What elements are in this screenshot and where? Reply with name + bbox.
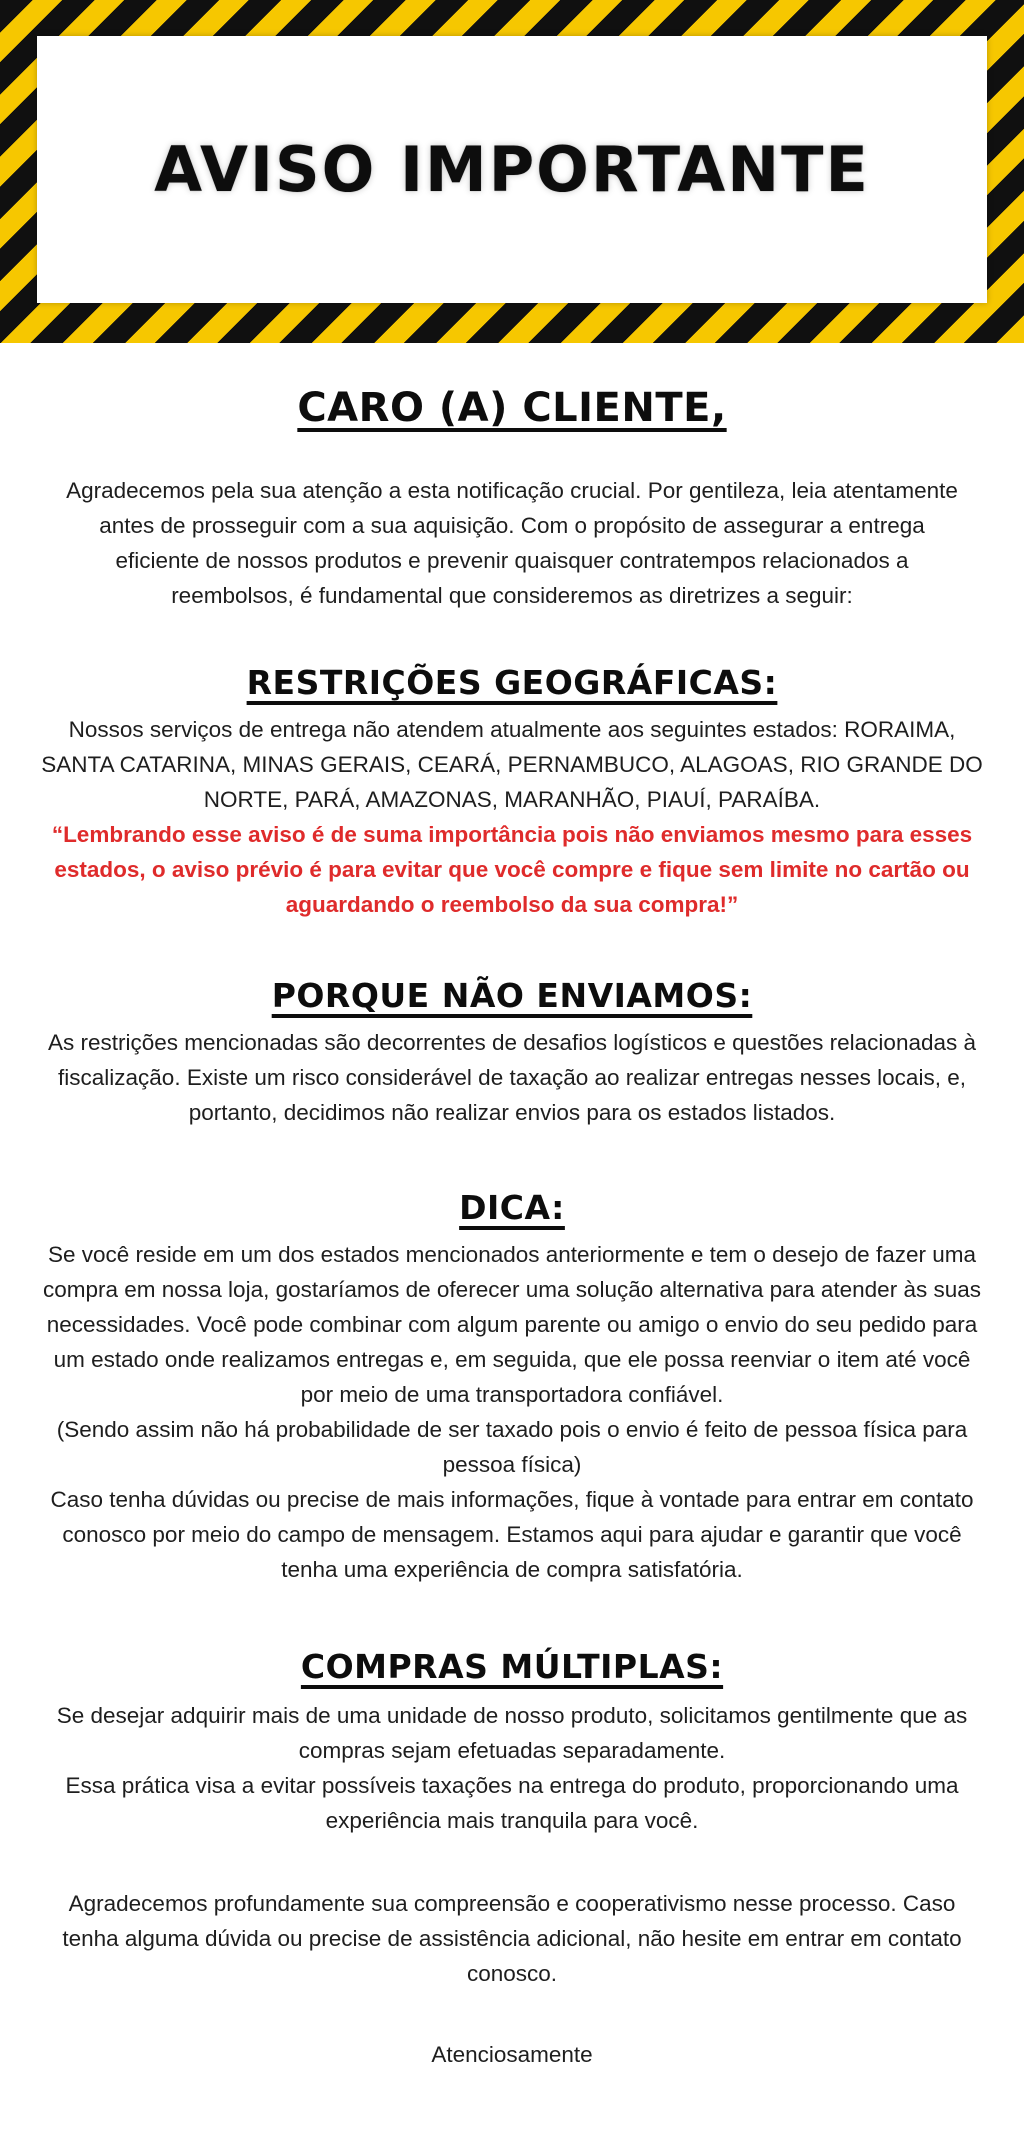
intro-paragraph: Agradecemos pela sua atenção a esta notificação crucial. Por gentileza, leia atentamente antes de prosseguir com a sua aquisição. Com o propósito de assegurar a entrega eficiente de nossos produtos e prevenir quaisquer contratempos relacionados a reembolsos, é fundamental que consideremos as diretrizes a seguir: [66, 478, 958, 608]
dica-paragraph: Se você reside em um dos estados mencionados anteriormente e tem o desejo de fazer uma compra em nossa loja, gostaríamos de oferecer uma solução alternativa para atender às suas necessidades. Você pode combinar com algum parente ou amigo o envio do seu pedido para um estado onde realizamos entregas e, em seguida, que ele possa reenviar o item até você por meio de uma transportadora confiável. [42, 1242, 981, 1407]
signoff: Atenciosamente [431, 2042, 593, 2067]
dica-contact-paragraph: Caso tenha dúvidas ou precise de mais informações, fique à vontade para entrar em contato conosco por meio do campo de mensagem. Estamos aqui para ajudar e garantir que você tenha uma experiência de compra satisfatória. [50, 1487, 974, 1582]
section-heading-restricoes: RESTRIÇÕES GEOGRÁFICAS: [246, 663, 778, 702]
caution-tape-banner [0, 0, 1024, 343]
restricoes-states-paragraph: Nossos serviços de entrega não atendem atualmente aos seguintes estados: RORAIMA, SANTA CATARINA, MINAS GERAIS, CEARÁ, PERNAMBUCO, ALAGOAS, RIO GRANDE DO NORTE, PARÁ, AMAZONAS, MARANHÃO, PIAUÍ, PARAÍBA. [41, 717, 983, 812]
dica-note-paragraph: (Sendo assim não há probabilidade de ser taxado pois o envio é feito de pessoa física para pessoa física) [56, 1417, 968, 1477]
compras-paragraph-1: Se desejar adquirir mais de uma unidade de nosso produto, solicitamos gentilmente que as compras sejam efetuadas separadamente. [56, 1703, 968, 1763]
section-heading-porque: PORQUE NÃO ENVIAMOS: [271, 976, 753, 1015]
porque-paragraph: As restrições mencionadas são decorrentes de desafios logísticos e questões relacionadas à fiscalização. Existe um risco considerável de taxação ao realizar entregas nesses locais, e, portanto, decidimos não realizar envios para os estados listados. [47, 1030, 977, 1125]
restricoes-warning-paragraph: “Lembrando esse aviso é de suma importância pois não enviamos mesmo para esses estados, o aviso prévio é para evitar que você compre e fique sem limite no cartão ou aguardando o reembolso da sua compra!” [51, 822, 973, 917]
section-heading-compras: COMPRAS MÚLTIPLAS: [300, 1647, 724, 1686]
notice-body [0, 385, 1024, 2132]
closing-paragraph: Agradecemos profundamente sua compreensão e cooperativismo nesse processo. Caso tenha alguma dúvida ou precise de assistência adicional, não hesite em entrar em contato conosco. [62, 1891, 962, 1986]
compras-paragraph-2: Essa prática visa a evitar possíveis taxações na entrega do produto, proporcionando uma experiência mais tranquila para você. [65, 1773, 959, 1833]
section-heading-dica: DICA: [459, 1188, 565, 1227]
header-white-card [37, 36, 987, 303]
greeting-heading: CARO (A) CLIENTE, [297, 385, 727, 431]
page-title: AVISO IMPORTANTE [154, 133, 870, 206]
